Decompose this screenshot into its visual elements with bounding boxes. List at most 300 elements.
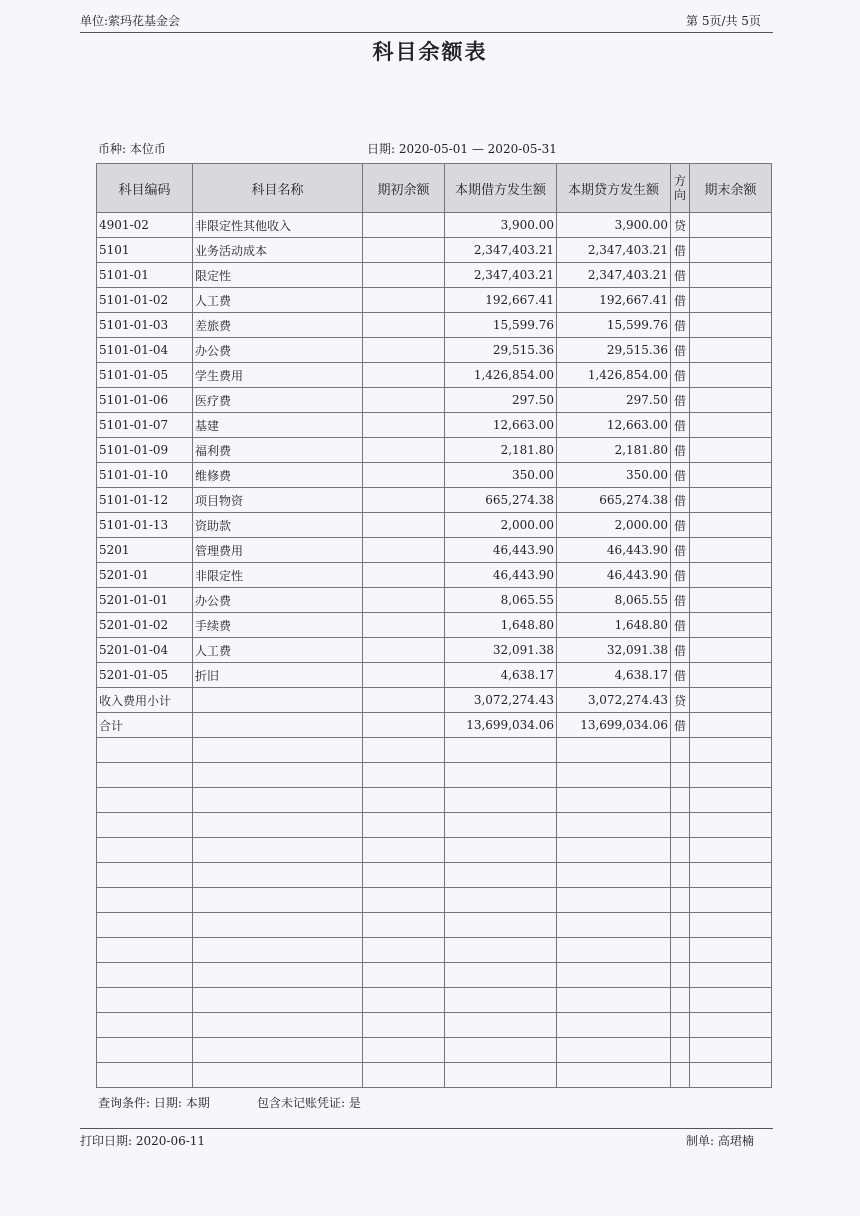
cell-closing	[690, 1013, 772, 1038]
cell-opening	[363, 938, 445, 963]
col-header-code: 科目编码	[97, 164, 193, 213]
cell-debit	[445, 1038, 557, 1063]
cell-code: 合计	[97, 713, 193, 738]
cell-debit: 13,699,034.06	[445, 713, 557, 738]
cell-opening	[363, 238, 445, 263]
cell-credit: 2,000.00	[557, 513, 671, 538]
cell-debit: 2,181.80	[445, 438, 557, 463]
empty-row	[97, 988, 772, 1013]
cell-code: 4901-02	[97, 213, 193, 238]
cell-dir	[671, 963, 690, 988]
cell-debit: 2,347,403.21	[445, 263, 557, 288]
cell-closing	[690, 413, 772, 438]
cell-opening	[363, 463, 445, 488]
cell-closing	[690, 513, 772, 538]
cell-closing	[690, 263, 772, 288]
cell-credit: 297.50	[557, 388, 671, 413]
table-row	[97, 288, 772, 313]
cell-code	[97, 863, 193, 888]
cell-code: 5201-01-05	[97, 663, 193, 688]
cell-closing	[690, 638, 772, 663]
cell-dir: 借	[671, 588, 690, 613]
page-indicator: 第 5页/共 5页	[686, 14, 761, 28]
col-header-credit: 本期贷方发生额	[557, 164, 671, 213]
cell-dir: 借	[671, 488, 690, 513]
cell-code	[97, 1063, 193, 1088]
cell-code: 5101-01-09	[97, 438, 193, 463]
cell-opening	[363, 563, 445, 588]
cell-closing	[690, 463, 772, 488]
cell-opening	[363, 888, 445, 913]
cell-dir: 借	[671, 713, 690, 738]
balance-table	[96, 163, 772, 1088]
cell-opening	[363, 963, 445, 988]
cell-debit: 8,065.55	[445, 588, 557, 613]
cell-debit	[445, 913, 557, 938]
empty-row	[97, 738, 772, 763]
cell-debit: 350.00	[445, 463, 557, 488]
cell-closing	[690, 338, 772, 363]
table-row	[97, 688, 772, 713]
table-row	[97, 413, 772, 438]
cell-opening	[363, 813, 445, 838]
cell-credit: 192,667.41	[557, 288, 671, 313]
cell-credit: 13,699,034.06	[557, 713, 671, 738]
cell-name	[193, 813, 363, 838]
cell-dir	[671, 863, 690, 888]
empty-row	[97, 1013, 772, 1038]
table-row	[97, 663, 772, 688]
cell-opening	[363, 213, 445, 238]
col-header-name: 科目名称	[193, 164, 363, 213]
cell-credit	[557, 1038, 671, 1063]
page-title: 科目余额表	[372, 40, 488, 64]
cell-dir: 借	[671, 438, 690, 463]
cell-name	[193, 763, 363, 788]
cell-opening	[363, 588, 445, 613]
table-row	[97, 338, 772, 363]
cell-credit: 2,181.80	[557, 438, 671, 463]
cell-closing	[690, 313, 772, 338]
cell-name: 限定性	[193, 263, 363, 288]
cell-code	[97, 738, 193, 763]
table-row	[97, 713, 772, 738]
cell-closing	[690, 713, 772, 738]
cell-opening	[363, 1013, 445, 1038]
cell-closing	[690, 913, 772, 938]
cell-debit: 3,072,274.43	[445, 688, 557, 713]
cell-code	[97, 988, 193, 1013]
table-row	[97, 588, 772, 613]
cell-code	[97, 938, 193, 963]
cell-opening	[363, 863, 445, 888]
cell-name	[193, 988, 363, 1013]
cell-credit: 1,426,854.00	[557, 363, 671, 388]
cell-debit	[445, 738, 557, 763]
cell-opening	[363, 513, 445, 538]
cell-dir: 借	[671, 388, 690, 413]
cell-name: 项目物资	[193, 488, 363, 513]
cell-credit	[557, 963, 671, 988]
table-row	[97, 463, 772, 488]
cell-closing	[690, 488, 772, 513]
cell-credit	[557, 863, 671, 888]
cell-code: 5101-01-04	[97, 338, 193, 363]
cell-closing	[690, 763, 772, 788]
footer-rule	[80, 1128, 773, 1129]
cell-dir: 借	[671, 313, 690, 338]
cell-name: 业务活动成本	[193, 238, 363, 263]
cell-code	[97, 813, 193, 838]
cell-dir	[671, 838, 690, 863]
cell-name: 管理费用	[193, 538, 363, 563]
cell-credit: 3,072,274.43	[557, 688, 671, 713]
cell-name: 折旧	[193, 663, 363, 688]
cell-name: 人工费	[193, 638, 363, 663]
cell-closing	[690, 688, 772, 713]
cell-credit: 4,638.17	[557, 663, 671, 688]
cell-code: 5101	[97, 238, 193, 263]
cell-closing	[690, 288, 772, 313]
table-row	[97, 638, 772, 663]
col-header-opening: 期初余额	[363, 164, 445, 213]
cell-code: 5101-01-10	[97, 463, 193, 488]
cell-opening	[363, 638, 445, 663]
cell-name: 福利费	[193, 438, 363, 463]
cell-opening	[363, 413, 445, 438]
cell-credit	[557, 988, 671, 1013]
cell-credit: 665,274.38	[557, 488, 671, 513]
cell-opening	[363, 663, 445, 688]
cell-name: 非限定性其他收入	[193, 213, 363, 238]
cell-credit	[557, 838, 671, 863]
cell-name: 学生费用	[193, 363, 363, 388]
cell-name: 差旅费	[193, 313, 363, 338]
cell-credit	[557, 813, 671, 838]
empty-row	[97, 1063, 772, 1088]
cell-name	[193, 1038, 363, 1063]
cell-debit	[445, 763, 557, 788]
cell-debit	[445, 938, 557, 963]
cell-dir: 借	[671, 663, 690, 688]
cell-opening	[363, 988, 445, 1013]
cell-credit	[557, 1063, 671, 1088]
cell-debit: 192,667.41	[445, 288, 557, 313]
cell-dir: 借	[671, 338, 690, 363]
cell-code	[97, 838, 193, 863]
cell-closing	[690, 813, 772, 838]
cell-dir	[671, 988, 690, 1013]
cell-dir	[671, 763, 690, 788]
cell-closing	[690, 788, 772, 813]
cell-debit	[445, 1063, 557, 1088]
cell-dir: 借	[671, 263, 690, 288]
cell-name: 办公费	[193, 588, 363, 613]
cell-dir: 借	[671, 238, 690, 263]
cell-debit: 12,663.00	[445, 413, 557, 438]
table-row	[97, 263, 772, 288]
cell-closing	[690, 1038, 772, 1063]
print-date: 打印日期: 2020-06-11	[80, 1134, 206, 1148]
cell-code	[97, 1038, 193, 1063]
col-header-debit: 本期借方发生额	[445, 164, 557, 213]
cell-code: 5201-01-04	[97, 638, 193, 663]
table-row	[97, 363, 772, 388]
cell-credit: 29,515.36	[557, 338, 671, 363]
empty-row	[97, 838, 772, 863]
cell-code: 5201-01	[97, 563, 193, 588]
cell-closing	[690, 613, 772, 638]
empty-row	[97, 763, 772, 788]
currency-label: 币种: 本位币	[98, 142, 166, 156]
cell-closing	[690, 663, 772, 688]
cell-debit	[445, 788, 557, 813]
cell-debit: 3,900.00	[445, 213, 557, 238]
cell-opening	[363, 713, 445, 738]
cell-closing	[690, 963, 772, 988]
table-row	[97, 213, 772, 238]
date-range: 日期: 2020-05-01 — 2020-05-31	[367, 142, 557, 156]
empty-row	[97, 1038, 772, 1063]
cell-closing	[690, 238, 772, 263]
cell-dir	[671, 938, 690, 963]
cell-opening	[363, 363, 445, 388]
cell-name: 基建	[193, 413, 363, 438]
cell-closing	[690, 213, 772, 238]
cell-debit	[445, 838, 557, 863]
cell-credit: 2,347,403.21	[557, 263, 671, 288]
cell-opening	[363, 388, 445, 413]
cell-code: 收入费用小计	[97, 688, 193, 713]
cell-dir	[671, 888, 690, 913]
cell-name: 维修费	[193, 463, 363, 488]
cell-name	[193, 788, 363, 813]
cell-dir	[671, 1038, 690, 1063]
cell-dir: 借	[671, 538, 690, 563]
empty-row	[97, 963, 772, 988]
cell-credit: 3,900.00	[557, 213, 671, 238]
cell-debit: 15,599.76	[445, 313, 557, 338]
cell-debit: 297.50	[445, 388, 557, 413]
cell-credit: 12,663.00	[557, 413, 671, 438]
cell-dir	[671, 738, 690, 763]
cell-code	[97, 788, 193, 813]
empty-row	[97, 938, 772, 963]
cell-name	[193, 688, 363, 713]
cell-credit: 46,443.90	[557, 538, 671, 563]
table-row	[97, 613, 772, 638]
cell-dir	[671, 813, 690, 838]
empty-row	[97, 913, 772, 938]
cell-debit: 46,443.90	[445, 563, 557, 588]
cell-opening	[363, 613, 445, 638]
cell-name	[193, 963, 363, 988]
cell-debit: 2,000.00	[445, 513, 557, 538]
cell-debit	[445, 888, 557, 913]
table-body	[97, 213, 772, 1088]
cell-dir: 贷	[671, 688, 690, 713]
cell-name: 资助款	[193, 513, 363, 538]
cell-dir: 借	[671, 288, 690, 313]
cell-opening	[363, 838, 445, 863]
table-row	[97, 313, 772, 338]
table-row	[97, 538, 772, 563]
cell-closing	[690, 838, 772, 863]
cell-name	[193, 863, 363, 888]
cell-debit: 29,515.36	[445, 338, 557, 363]
cell-dir: 借	[671, 363, 690, 388]
cell-closing	[690, 563, 772, 588]
cell-code: 5201	[97, 538, 193, 563]
cell-opening	[363, 788, 445, 813]
query-condition: 查询条件: 日期: 本期	[98, 1096, 210, 1110]
cell-code: 5101-01-07	[97, 413, 193, 438]
empty-row	[97, 788, 772, 813]
cell-opening	[363, 1038, 445, 1063]
cell-code	[97, 963, 193, 988]
col-header-direction: 方向	[671, 164, 690, 213]
cell-debit	[445, 863, 557, 888]
cell-name: 手续费	[193, 613, 363, 638]
empty-row	[97, 813, 772, 838]
table-row	[97, 513, 772, 538]
cell-debit	[445, 1013, 557, 1038]
table-header-row	[97, 164, 772, 213]
empty-row	[97, 863, 772, 888]
cell-code	[97, 888, 193, 913]
cell-debit: 32,091.38	[445, 638, 557, 663]
unit-label: 单位:萦玛花基金会	[80, 14, 181, 28]
cell-debit: 1,648.80	[445, 613, 557, 638]
cell-opening	[363, 438, 445, 463]
cell-dir: 借	[671, 613, 690, 638]
cell-opening	[363, 688, 445, 713]
col-header-closing: 期末余额	[690, 164, 772, 213]
empty-row	[97, 888, 772, 913]
cell-credit	[557, 913, 671, 938]
cell-debit: 1,426,854.00	[445, 363, 557, 388]
cell-closing	[690, 988, 772, 1013]
cell-credit: 350.00	[557, 463, 671, 488]
cell-code: 5101-01-12	[97, 488, 193, 513]
cell-dir	[671, 913, 690, 938]
include-unposted: 包含未记账凭证: 是	[257, 1096, 361, 1110]
cell-opening	[363, 288, 445, 313]
table-row	[97, 438, 772, 463]
cell-credit	[557, 1013, 671, 1038]
cell-debit	[445, 963, 557, 988]
cell-dir: 贷	[671, 213, 690, 238]
cell-debit: 46,443.90	[445, 538, 557, 563]
cell-opening	[363, 738, 445, 763]
cell-name	[193, 938, 363, 963]
cell-name	[193, 738, 363, 763]
cell-credit: 46,443.90	[557, 563, 671, 588]
cell-closing	[690, 438, 772, 463]
cell-credit: 8,065.55	[557, 588, 671, 613]
cell-closing	[690, 938, 772, 963]
cell-dir: 借	[671, 563, 690, 588]
cell-debit: 2,347,403.21	[445, 238, 557, 263]
cell-code	[97, 763, 193, 788]
cell-name: 人工费	[193, 288, 363, 313]
cell-name	[193, 913, 363, 938]
cell-dir	[671, 788, 690, 813]
cell-code: 5101-01	[97, 263, 193, 288]
cell-name	[193, 888, 363, 913]
cell-opening	[363, 488, 445, 513]
cell-opening	[363, 763, 445, 788]
cell-name: 非限定性	[193, 563, 363, 588]
cell-dir	[671, 1013, 690, 1038]
cell-opening	[363, 338, 445, 363]
cell-closing	[690, 1063, 772, 1088]
cell-code: 5101-01-06	[97, 388, 193, 413]
cell-credit: 15,599.76	[557, 313, 671, 338]
cell-credit: 1,648.80	[557, 613, 671, 638]
cell-code	[97, 913, 193, 938]
cell-code: 5201-01-01	[97, 588, 193, 613]
cell-opening	[363, 538, 445, 563]
table-row	[97, 563, 772, 588]
cell-closing	[690, 863, 772, 888]
cell-code: 5101-01-13	[97, 513, 193, 538]
cell-closing	[690, 538, 772, 563]
cell-credit	[557, 788, 671, 813]
cell-closing	[690, 388, 772, 413]
cell-dir: 借	[671, 513, 690, 538]
cell-dir: 借	[671, 638, 690, 663]
cell-debit	[445, 813, 557, 838]
cell-opening	[363, 263, 445, 288]
cell-dir: 借	[671, 463, 690, 488]
cell-name	[193, 1013, 363, 1038]
table-row	[97, 388, 772, 413]
cell-code: 5101-01-05	[97, 363, 193, 388]
cell-code: 5101-01-03	[97, 313, 193, 338]
cell-opening	[363, 313, 445, 338]
cell-closing	[690, 588, 772, 613]
cell-credit	[557, 938, 671, 963]
cell-opening	[363, 1063, 445, 1088]
cell-opening	[363, 913, 445, 938]
cell-closing	[690, 738, 772, 763]
cell-name: 办公费	[193, 338, 363, 363]
cell-debit: 4,638.17	[445, 663, 557, 688]
cell-credit	[557, 888, 671, 913]
cell-code: 5101-01-02	[97, 288, 193, 313]
cell-debit	[445, 988, 557, 1013]
cell-credit: 32,091.38	[557, 638, 671, 663]
cell-dir	[671, 1063, 690, 1088]
preparer: 制单: 高珺楠	[686, 1134, 754, 1148]
cell-code: 5201-01-02	[97, 613, 193, 638]
cell-credit: 2,347,403.21	[557, 238, 671, 263]
cell-credit	[557, 763, 671, 788]
table-row	[97, 238, 772, 263]
cell-credit	[557, 738, 671, 763]
cell-closing	[690, 888, 772, 913]
cell-name: 医疗费	[193, 388, 363, 413]
cell-dir: 借	[671, 413, 690, 438]
table-row	[97, 488, 772, 513]
cell-name	[193, 1063, 363, 1088]
cell-name	[193, 838, 363, 863]
header-rule	[80, 32, 773, 33]
cell-code	[97, 1013, 193, 1038]
cell-name	[193, 713, 363, 738]
cell-debit: 665,274.38	[445, 488, 557, 513]
